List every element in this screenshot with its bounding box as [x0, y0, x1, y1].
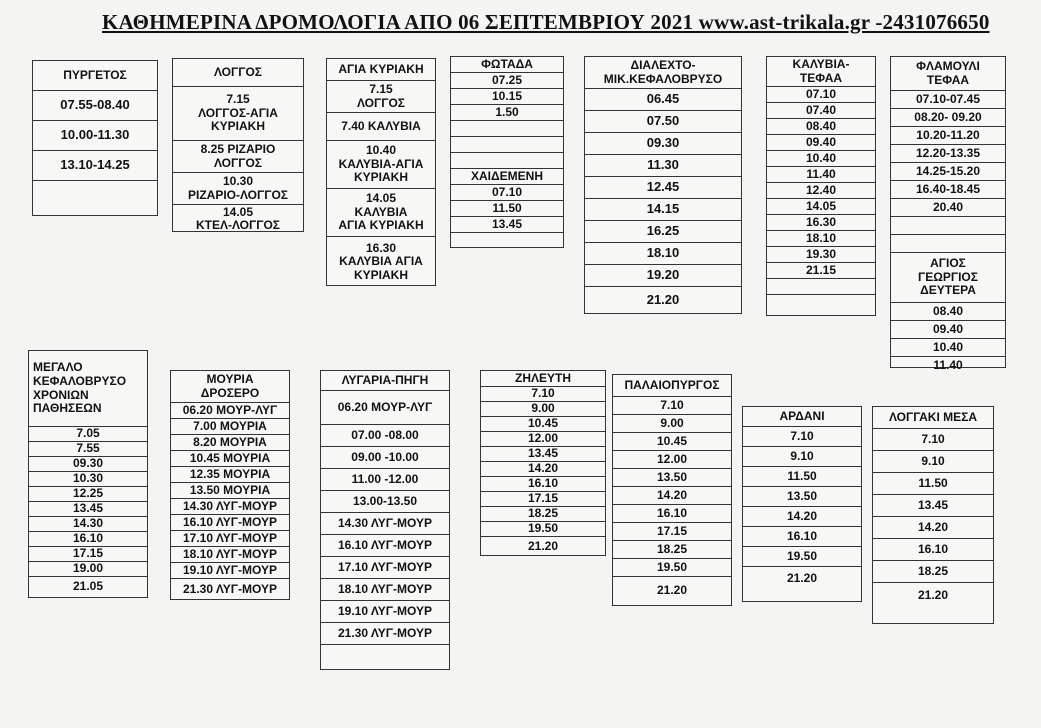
table-row: 10.20-11.20 [891, 127, 1005, 145]
table-row: 10.45 [481, 417, 605, 432]
table-row: 13.45 [451, 217, 563, 233]
table-row: 18.10 [585, 243, 741, 265]
table-row: 07.10 [767, 87, 875, 103]
table-row: 11.40 [767, 167, 875, 183]
table-header: ΠΑΛΑΙΟΠΥΡΓΟΣ [613, 375, 731, 397]
table-row: 18.10 ΛΥΓ-ΜΟΥΡ [171, 547, 289, 563]
table-row: 14.30 ΛΥΓ-ΜΟΥΡ [171, 499, 289, 515]
table-row: 18.10 [767, 231, 875, 247]
table-row: 07.50 [585, 111, 741, 133]
table-row: 7.10 [743, 427, 861, 447]
table-row: 17.15 [29, 547, 147, 562]
table-row: 19.10 ΛΥΓ-ΜΟΥΡ [171, 563, 289, 579]
table-row: 13.50 [613, 469, 731, 487]
table-row: 16.10 [613, 505, 731, 523]
table-loggos [172, 58, 304, 232]
table-header: ΑΓΙΑ ΚΥΡΙΑΚΗ [327, 59, 435, 81]
table-row: 07.10-07.45 [891, 91, 1005, 109]
table-row: 09.40 [767, 135, 875, 151]
table-row: 08.40 [891, 303, 1005, 321]
table-row: 06.20 ΜΟΥΡ-ΛΥΓ [321, 391, 449, 425]
table-row: 18.25 [873, 561, 993, 583]
table-row: 10.00-11.30 [33, 121, 157, 151]
table-row: 21.20 [917, 588, 949, 603]
table-row: 16.30 ΚΑΛΥΒΙΑ ΑΓΙΑ ΚΥΡΙΑΚΗ [339, 240, 423, 282]
table-row: 14.05 [767, 199, 875, 215]
table-row [891, 217, 1005, 235]
table-row: 06.45 [585, 89, 741, 111]
table-row: 9.10 [873, 451, 993, 473]
table-agia-kyriaki [326, 58, 436, 286]
table-row: 8.25 ΡΙΖΑΡΙΟ ΛΟΓΓΟΣ [173, 141, 303, 173]
table-row [451, 121, 563, 137]
table-row: 09.40 [891, 321, 1005, 339]
table-row: 07.25 [451, 73, 563, 89]
table-row: 14.20 [743, 507, 861, 527]
table-row: 7.15 ΛΟΓΓΟΣ-ΑΓΙΑ ΚΥΡΙΑΚΗ [173, 87, 303, 141]
table-row: 9.10 [743, 447, 861, 467]
table-row: 19.50 [743, 547, 861, 567]
table-row: 21.20 [656, 583, 688, 598]
table-row: 12.25 [29, 487, 147, 502]
table-row: 11.00 -12.00 [321, 469, 449, 491]
table-row: 16.25 [585, 221, 741, 243]
table-row: 19.50 [613, 559, 731, 577]
table-row: 18.25 [481, 507, 605, 522]
table-row: 20.40 [891, 199, 1005, 217]
table-row: 16.10 ΛΥΓ-ΜΟΥΡ [171, 515, 289, 531]
table-palaiopyrgos [612, 374, 732, 606]
table-row: 7.15 ΛΟΓΓΟΣ [327, 81, 435, 113]
table-row: 14.30 [29, 517, 147, 532]
table-row: 18.25 [613, 541, 731, 559]
table-row: 19.20 [585, 265, 741, 287]
table-row: 11.30 [585, 155, 741, 177]
table-header: ΛΥΓΑΡΙΑ-ΠΗΓΗ [321, 371, 449, 391]
table-row: 10.30 [29, 472, 147, 487]
table-row: 16.10 ΛΥΓ-ΜΟΥΡ [321, 535, 449, 557]
table-row: 09.00 -10.00 [321, 447, 449, 469]
table-loggaki-mesa [872, 406, 994, 624]
table-row: 19.00 [29, 562, 147, 577]
table-header: ΔΙΑΛΕΧΤΟ- ΜΙΚ.ΚΕΦΑΛΟΒΡΥΣΟ [585, 57, 741, 89]
table-row: 19.50 [481, 522, 605, 537]
table-row: 7.10 [613, 397, 731, 415]
table-row: 10.45 [613, 433, 731, 451]
table-row: 21.15 [767, 263, 875, 279]
table-row: 7.10 [481, 387, 605, 402]
table-row: 7.10 [873, 429, 993, 451]
table-kalyvia-tefaa [766, 56, 876, 316]
table-row: 16.10 [873, 539, 993, 561]
table-row: 7.55 [29, 442, 147, 457]
table-megalo-kefalovryso [28, 350, 148, 598]
table-header: ΚΑΛΥΒΙΑ- ΤΕΦΑΑ [767, 57, 875, 87]
table-header: ΜΟΥΡΙΑ ΔΡΟΣΕΡΟ [171, 371, 289, 403]
table-row: 11.50 [873, 473, 993, 495]
table-row [767, 295, 875, 317]
table-row: 14.30 ΛΥΓ-ΜΟΥΡ [321, 513, 449, 535]
table-row: 13.10-14.25 [33, 151, 157, 181]
table-row: 13.45 [873, 495, 993, 517]
table-row: 14.20 [613, 487, 731, 505]
table-row: 7.00 ΜΟΥΡΙΑ [171, 419, 289, 435]
page-title: ΚΑΘΗΜΕΡΙΝΑ ΔΡΟΜΟΛΟΓΙΑ ΑΠΟ 06 ΣΕΠΤΕΜΒΡΙΟΥ 2021 www.ast-trikala.gr -2431076650 [102, 10, 990, 34]
table-row: 12.00 [613, 451, 731, 469]
table-row: 12.00 [481, 432, 605, 447]
table-row: 10.30 ΡΙΖΑΡΙΟ-ΛΟΓΓΟΣ [173, 173, 303, 205]
table-row: 07.55-08.40 [33, 91, 157, 121]
table-row [891, 235, 1005, 253]
table-row: 11.40 [933, 358, 963, 373]
table-row: 07.00 -08.00 [321, 425, 449, 447]
table-header: ΧΑΙΔΕΜΕΝΗ [451, 169, 563, 185]
table-row: 12.40 [767, 183, 875, 199]
table-row: 14.05 ΚΤΕΛ-ΛΟΓΓΟΣ [196, 205, 280, 232]
table-row: 12.45 [585, 177, 741, 199]
table-ardani [742, 406, 862, 602]
table-row: 14.05 ΚΑΛΥΒΙΑ ΑΓΙΑ ΚΥΡΙΑΚΗ [327, 189, 435, 237]
table-row: 16.30 [767, 215, 875, 231]
table-mouria-drosero [170, 370, 290, 600]
table-row: 8.20 ΜΟΥΡΙΑ [171, 435, 289, 451]
table-row [321, 645, 449, 671]
table-row: 08.20- 09.20 [891, 109, 1005, 127]
table-row: 9.00 [613, 415, 731, 433]
table-row: 07.10 [451, 185, 563, 201]
table-row: 13.50 [743, 487, 861, 507]
table-header: ΠΥΡΓΕΤΟΣ [33, 61, 157, 91]
table-row: 12.20-13.35 [891, 145, 1005, 163]
table-row: 16.10 [29, 532, 147, 547]
table-row: 21.20 [527, 539, 559, 554]
table-row: 17.10 ΛΥΓ-ΜΟΥΡ [171, 531, 289, 547]
table-row: 11.50 [743, 467, 861, 487]
table-row: 18.10 ΛΥΓ-ΜΟΥΡ [321, 579, 449, 601]
table-row: 13.45 [481, 447, 605, 462]
table-row: 13.00-13.50 [321, 491, 449, 513]
table-row [33, 181, 157, 215]
table-row: 21.30 ΛΥΓ-ΜΟΥΡ [182, 582, 278, 597]
table-row: 10.45 ΜΟΥΡΙΑ [171, 451, 289, 467]
table-row: 07.40 [767, 103, 875, 119]
table-flamouli-tefaa [890, 56, 1006, 373]
table-row: 7.05 [29, 427, 147, 442]
table-row: 10.40 [891, 339, 1005, 357]
table-row: 17.15 [613, 523, 731, 541]
table-row: 9.00 [481, 402, 605, 417]
table-row: 14.15 [585, 199, 741, 221]
table-row: 16.40-18.45 [891, 181, 1005, 199]
table-row: 12.35 ΜΟΥΡΙΑ [171, 467, 289, 483]
table-row: 13.50 ΜΟΥΡΙΑ [171, 483, 289, 499]
table-header: ΛΟΓΓΑΚΙ ΜΕΣΑ [873, 407, 993, 429]
table-row: 21.30 ΛΥΓ-ΜΟΥΡ [321, 623, 449, 645]
table-row: 06.20 ΜΟΥΡ-ΛΥΓ [171, 403, 289, 419]
table-fotada [450, 56, 564, 248]
table-header: ΜΕΓΑΛΟ ΚΕΦΑΛΟΒΡΥΣΟ ΧΡΟΝΙΩΝ ΠΑΘΗΣΕΩΝ [29, 351, 147, 427]
table-row: 14.20 [873, 517, 993, 539]
table-header: ΦΛΑΜΟΥΛΙ ΤΕΦΑΑ [891, 57, 1005, 91]
table-row: 21.20 [646, 291, 680, 307]
table-header: ΦΩΤΑΔΑ [451, 57, 563, 73]
table-row: 13.45 [29, 502, 147, 517]
table-row: 7.40 ΚΑΛΥΒΙΑ [327, 113, 435, 141]
table-row: 10.40 [767, 151, 875, 167]
table-row: 19.30 [767, 247, 875, 263]
table-row: 19.10 ΛΥΓ-ΜΟΥΡ [321, 601, 449, 623]
table-row: 10.15 [451, 89, 563, 105]
table-row: 17.10 ΛΥΓ-ΜΟΥΡ [321, 557, 449, 579]
table-zilefti [480, 370, 606, 556]
table-row: 21.20 [786, 571, 818, 586]
table-row: 09.30 [585, 133, 741, 155]
table-row: 14.20 [481, 462, 605, 477]
table-row: 08.40 [767, 119, 875, 135]
table-dialechto [584, 56, 742, 314]
table-pyrgetos [32, 60, 158, 216]
table-row: 09.30 [29, 457, 147, 472]
table-row: 16.10 [481, 477, 605, 492]
table-row: 1.50 [451, 105, 563, 121]
table-row: 11.50 [451, 201, 563, 217]
table-lygaria-pigi [320, 370, 450, 670]
table-row [451, 233, 563, 257]
table-row [451, 137, 563, 153]
table-header: ΑΓΙΟΣ ΓΕΩΡΓΙΟΣ ΔΕΥΤΕΡΑ [891, 253, 1005, 303]
table-row [451, 153, 563, 169]
table-row: 16.10 [743, 527, 861, 547]
table-row: 17.15 [481, 492, 605, 507]
table-row: 14.25-15.20 [891, 163, 1005, 181]
table-header: ΛΟΓΓΟΣ [173, 59, 303, 87]
table-row: 21.05 [72, 579, 104, 594]
table-row: 10.40 ΚΑΛΥΒΙΑ-ΑΓΙΑ ΚΥΡΙΑΚΗ [327, 141, 435, 189]
table-header: ΖΗΛΕΥΤΗ [481, 371, 605, 387]
table-row [767, 279, 875, 295]
table-header: ΑΡΔΑΝΙ [743, 407, 861, 427]
